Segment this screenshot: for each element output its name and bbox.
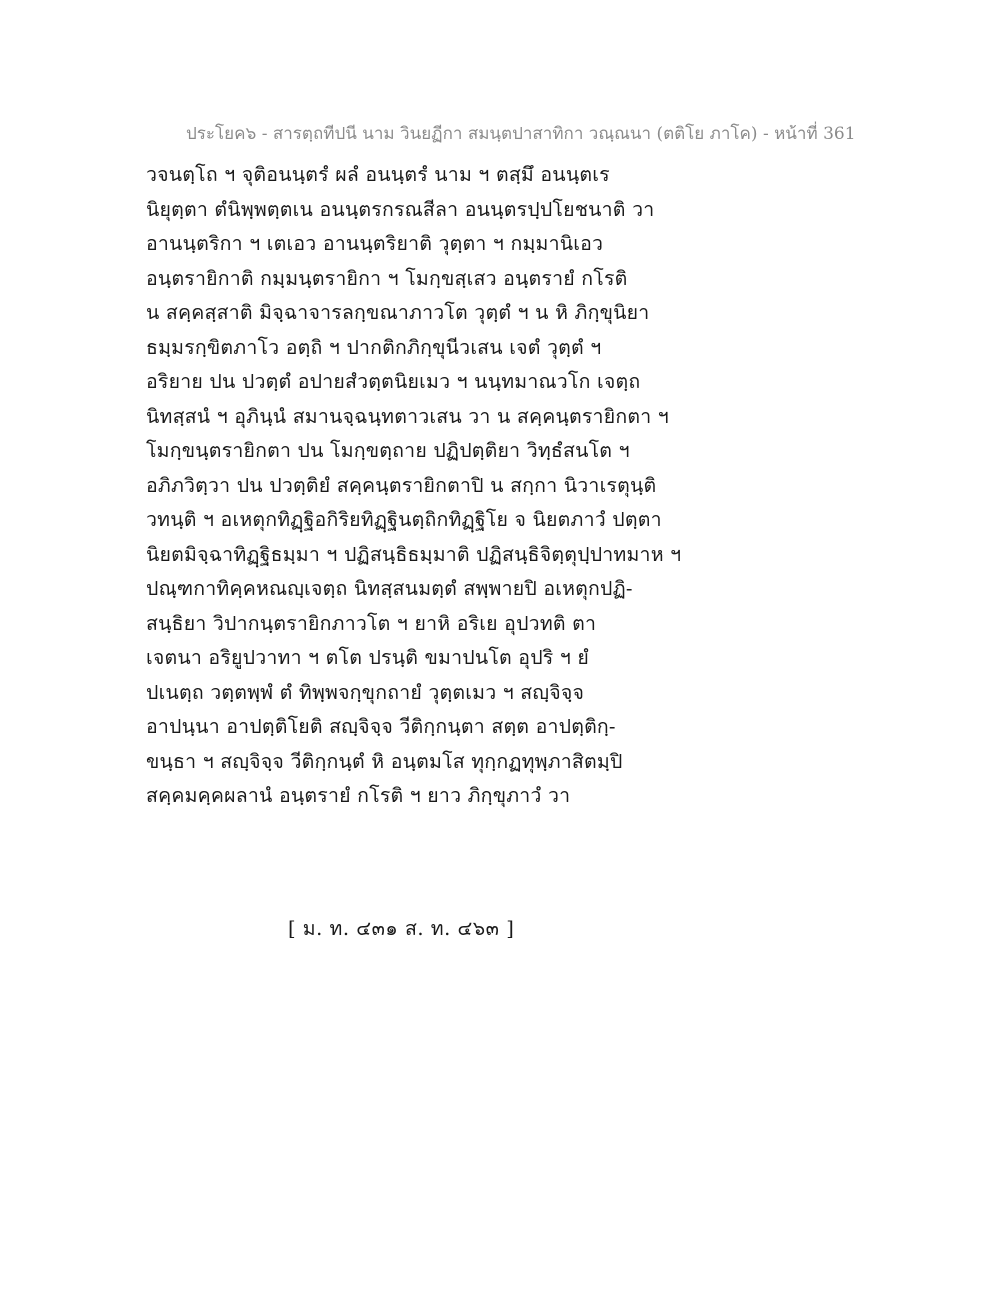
text-line: อานนฺตริกา ฯ เตเอว อานนฺตริยาติ วุตฺตา ฯ กมฺมานิเอว bbox=[146, 232, 604, 255]
text-line: อาปนฺนา อาปตฺติโยติ สญฺจิจฺจ วีติกฺกนฺตา สตฺต อาปตฺติกฺ- bbox=[146, 715, 616, 738]
text-line: อภิภวิตฺวา ปน ปวตฺติยํ สคฺคนฺตรายิกตาปิ น สกฺกา นิวาเรตุนฺติ bbox=[146, 473, 657, 497]
text-line: โมกฺขนฺตรายิกตา ปน โมกฺขตฺถาย ปฏิปตฺติยา วิทฺธํสนโต ฯ bbox=[146, 439, 630, 462]
text-line: อนฺตรายิกาติ กมฺมนฺตรายิกา ฯ โมกฺขสฺเสว อนฺตรายํ กโรติ bbox=[146, 266, 628, 290]
text-line: นิทสฺสนํ ฯ อุภินฺนํ สมานจฺฉนฺทตาวเสน วา น สคฺคนฺตรายิกตา ฯ bbox=[146, 404, 669, 428]
text-line: ปเนตฺถ วตฺตพฺพํ ตํ ทิพฺพจกฺขุกถายํ วุตฺตเมว ฯ สญฺจิจฺจ bbox=[146, 680, 585, 704]
reference-note: [ ม. ท. ๔๓๑ ส. ท. ๔๖๓ ] bbox=[288, 917, 515, 940]
text-line: นิยุตฺตา ตํนิพฺพตฺตเน อนนฺตรกรณสีลา อนนฺตรปฺปโยชนาติ วา bbox=[146, 197, 655, 221]
text-line: อริยาย ปน ปวตฺตํ อปายสํวตฺตนิยเมว ฯ นนฺทมาณวโก เจตฺถ bbox=[146, 370, 641, 393]
text-line: วทนฺติ ฯ อเหตุกทิฏฺฐิอกิริยทิฏฺฐินตฺถิกทิฏฺฐิโย จ นิยตภาวํ ปตฺตา bbox=[146, 508, 662, 531]
body-text bbox=[146, 158, 706, 814]
text-line: สนฺธิยา วิปากนฺตรายิกภาวโต ฯ ยาหิ อริเย อุปวทติ ตา bbox=[146, 611, 597, 635]
text-line: น สคฺคสฺสาติ มิจฺฉาจารลกฺขณาภาวโต วุตฺตํ ฯ น หิ ภิกฺขุนิยา bbox=[146, 301, 650, 324]
text-line: วจนตฺโถ ฯ จุติอนนฺตรํ ผลํ อนนฺตรํ นาม ฯ ตสฺมึ อนนฺตเร bbox=[146, 163, 610, 186]
page-header: ประโยค๖ - สารตฺถทีปนี นาม วินยฏีกา สมนฺตปาสาทิกา วณฺณนา (ตติโย ภาโค) - หน้าที่ 361 bbox=[186, 124, 856, 144]
text-line: สคฺคมคฺคผลานํ อนฺตรายํ กโรติ ฯ ยาว ภิกฺขุภาวํ วา bbox=[146, 784, 571, 807]
text-line: ขนฺธา ฯ สญฺจิจฺจ วีติกฺกนฺตํ หิ อนฺตมโส ทุกฺกฏทุพฺภาสิตมฺปิ bbox=[146, 749, 623, 773]
text-line: เจตนา อริยูปวาทา ฯ ตโต ปรนฺติ ขมาปนโต อุปริ ฯ ยํ bbox=[146, 646, 590, 669]
text-line: นิยตมิจฺฉาทิฏฺฐิธมฺมา ฯ ปฏิสนฺธิธมฺมาติ ปฏิสนฺธิจิตฺตุปฺปาทมาห ฯ bbox=[146, 542, 682, 566]
text-line: ธมฺมรกฺขิตภาโว อตฺถิ ฯ ปากติกภิกฺขุนีวเสน เจตํ วุตฺตํ ฯ bbox=[146, 335, 602, 359]
text-line: ปณฺฑกาทิคฺคหณญฺเจตฺถ นิทสฺสนมตฺตํ สพฺพายปิ อเหตุกปฏิ- bbox=[146, 577, 633, 600]
